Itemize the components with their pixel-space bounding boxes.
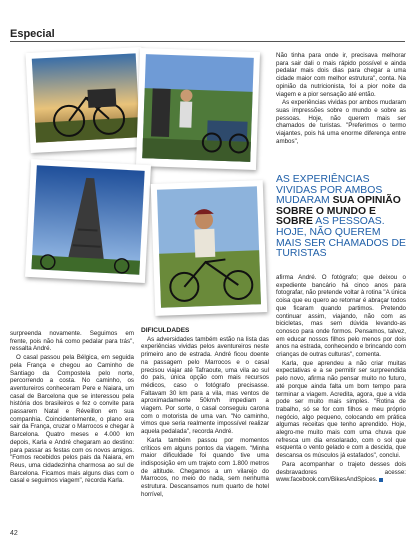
paragraph: Não tinha para onde ir, precisava melhorar para sair dali o mais rápido possível e ainda pedalar mais dois dias para chegar a uma cidade maior com melhor estrutura", conta. Na opinião da nutricionista, foi a pior noite da viagem e a pior sensação até então. (276, 52, 406, 98)
right-column-top (276, 52, 406, 146)
woman-with-bike-photo (136, 48, 260, 170)
section-label: Especial (10, 28, 55, 40)
cyclist-woman-photo (151, 180, 268, 316)
bicycles-sunset-image (25, 47, 146, 153)
pull-quote-part1: AS EXPERIÊNCIAS VIVIDAS POR AMBOS MUDARAM (276, 174, 383, 207)
header-rule (10, 41, 405, 42)
paragraph: afirma André. O fotógrafo; que deixou o expediente bancário há cinco anos para fotografar, não pretende voltar à rotina "A única coisa que eu quero ao retornar é abraçar todos que ficaram quando partimos. Pretendo continuar assim, viajando, não com as bicicletas, mas sem dúvida levando-as conosco para onde formos. Pensamos, talvez, em educar nossos filhos pelo menos por dois anos na estrada, conhecendo e brincando com crianças de outras culturas", comenta. (276, 274, 406, 359)
paragraph: Karla também passou por momentos críticos em alguns pontos da viagem. "Minha maior dificuldade foi quando tive uma indisposição em um trajeto com 1.800 metros de altitude. Chegamos a um vilarejo do Marrocos, no meio do nada, sem nenhuma estrutura. Descansamos num quarto de hotel horrível, (141, 436, 269, 498)
middle-column (141, 327, 269, 499)
paragraph: O casal passou pela Bélgica, em seguida pela França e chegou ao Caminho de Santiago da Compostela pelo norte, percorrendo a costa. No caminho, os aventureiros conheceram Pere e Naiara, um casal de Barcelona que se interessou pela história dos brasileiros e fez o convite para passarem Natal e Réveillon em sua companhia. Coincidentemente, o plano era sair da França, cruzar o Marrocos e chegar à Barcelona. Quatro meses e 4.000 km depois, Karla e André chegaram ao destino: para passar as festas com os novos amigos. "Fomos recebidos pelos pais da Naiara, em Reus, uma cidadezinha charmosa ao sul de Barcelona. Ficamos mais alguns dias com o casal e seguimos viagem", recorda Karla. (10, 354, 134, 485)
eiffel-tower-photo (25, 159, 151, 283)
page-number: 42 (10, 530, 18, 537)
subhead-dificuldades: DIFICULDADES (141, 327, 190, 334)
paragraph: As experiências vividas por ambos mudaram suas impressões sobre o mundo e sobre as pessoas. Hoje, não querem mais ser chamados de turistas. "Preferimos o termo viajantes, pois há uma enorme diferença entre ambos", (276, 99, 406, 145)
pull-quote (276, 175, 406, 260)
end-mark-icon (379, 478, 383, 482)
pull-quote-part3: AS PESSOAS. HOJE, NÃO QUEREM MAIS SER CHAMADOS DE TURISTAS (276, 216, 406, 260)
bicycles-sunset-photo (25, 47, 146, 153)
eiffel-tower-image (25, 159, 151, 283)
paragraph: surpreenda novamente. Seguimos em frente, pois não há como pedalar para trás", ressalta André. (10, 330, 134, 353)
paragraph-text: Para acompanhar o trajeto desses dois desbravadores acesse: www.facebook.com/BikesAndSpices. (276, 460, 406, 484)
cyclist-woman-image (151, 180, 268, 316)
right-column-bottom (276, 274, 406, 485)
paragraph: Karla, que aprendeu a não criar muitas expectativas e a se permitir ser surpreendida pelo novo, afirma não pensar muito no futuro, até porque ainda falta um bom tempo para terminar a viagem. Acredita, agora, que a vida pode ser muito mais simples. "Rotina de trabalho, só se for com filhos e meu próprio negócio, algo pequeno, colocando em prática algumas receitas que tenho aprendido. Hoje, alegro-me muito mais com uma chuva que refresca um dia ensolarado, com o sol que esquenta o vento gelado e com a descida, que descansa os músculos já estafados", conclui. (276, 359, 406, 460)
left-column (10, 330, 134, 486)
woman-with-bike-image (136, 48, 260, 170)
paragraph: As adversidades também estão na lista das experiências vividas pelos aventureiros neste primeiro ano de estrada. André ficou doente na passagem pelo Marrocos e o casal precisou viajar até Tafraoute, uma vila ao sul do país, única opção com mais recursos médicos, caso o fotógrafo precisasse. Faltavam 30 km para a vila, mas ventos de aproximadamente 50km/h impediam a viagem. Por sorte, o casal conseguiu carona com o motorista de uma van. "No caminho, vimos que seria realmente impossível realizar aquela pedalada", recorda André. (141, 335, 269, 436)
pull-quote-highlight: SUA OPINIÃO SOBRE O MUNDO E SOBRE (276, 195, 401, 228)
paragraph (276, 461, 406, 484)
